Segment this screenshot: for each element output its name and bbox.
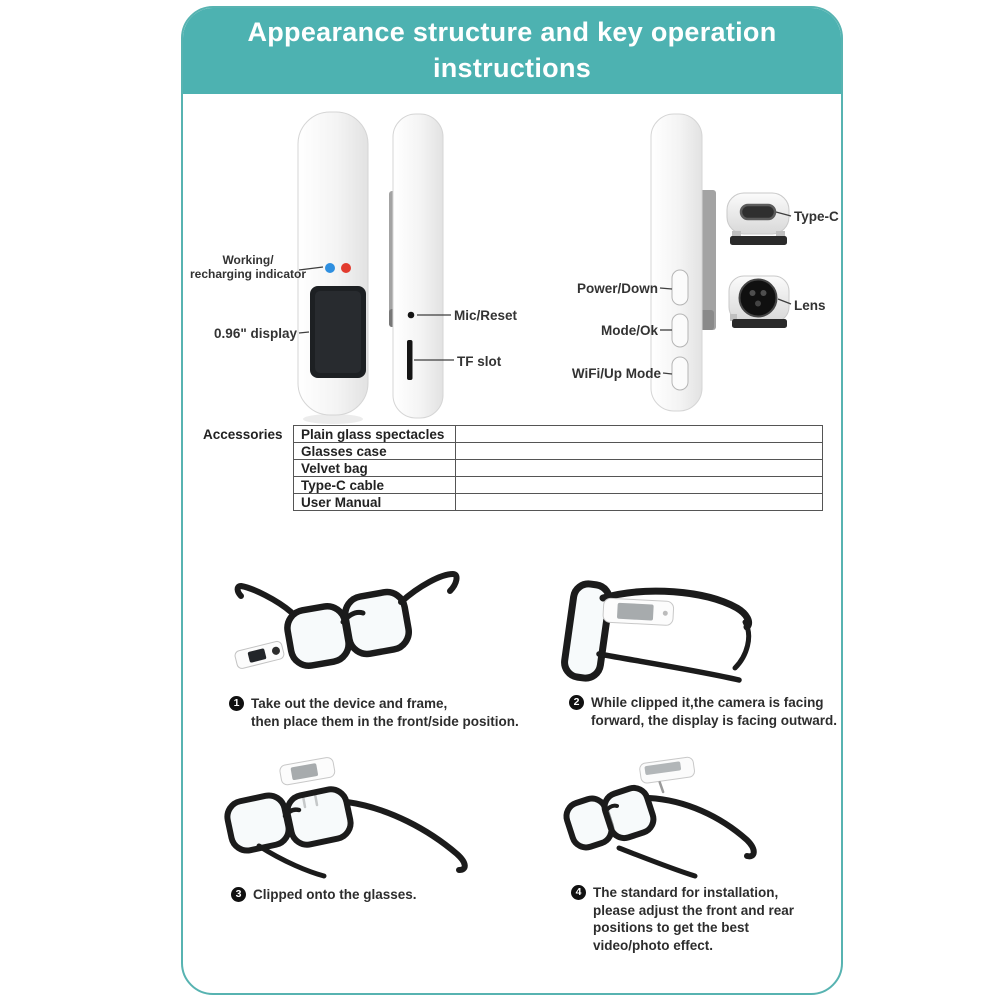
- step4-illustration: [563, 756, 754, 876]
- label-display: 0.96" display: [214, 326, 297, 341]
- step2-illustration: [563, 582, 749, 680]
- page-title-line2: instructions: [432, 53, 592, 83]
- step-2-number: 2: [569, 695, 584, 710]
- mode-ok-button: [672, 314, 688, 347]
- device-above-glasses: [279, 757, 336, 786]
- step1-illustration: [234, 574, 457, 669]
- empty-cell: [456, 460, 823, 477]
- callout-lines: [299, 212, 791, 374]
- working-indicator-dot: [325, 263, 335, 273]
- tf-card-slot: [407, 340, 413, 380]
- accessories-table: [293, 425, 823, 511]
- table-row: [294, 443, 823, 460]
- label-mode-ok: Mode/Ok: [600, 323, 658, 338]
- label-tf-slot: TF slot: [457, 354, 502, 369]
- label-wifi-up-mode: WiFi/Up Mode: [571, 366, 661, 381]
- recharging-indicator-dot: [341, 263, 351, 273]
- step-4-number: 4: [571, 885, 586, 900]
- accessory-item: User Manual: [294, 494, 456, 511]
- step-3-number: 3: [231, 887, 246, 902]
- label-lens: Lens: [794, 298, 826, 313]
- step-4-line1: The standard for installation,: [593, 885, 779, 900]
- type-c-detail: [727, 193, 789, 245]
- empty-cell: [456, 426, 823, 443]
- device-side-view: [389, 114, 443, 418]
- wifi-up-button: [672, 357, 688, 390]
- label-mic-reset: Mic/Reset: [454, 308, 518, 323]
- instruction-card: [181, 6, 843, 995]
- step-1-line2: then place them in the front/side position.: [251, 713, 519, 729]
- device-unclipped: [234, 640, 285, 669]
- step-1-caption: [229, 695, 519, 730]
- empty-cell: [456, 494, 823, 511]
- accessory-item: Plain glass spectacles: [294, 426, 456, 443]
- empty-cell: [456, 443, 823, 460]
- accessories-label: Accessories: [203, 427, 283, 442]
- label-working-line2: recharging indicator: [189, 266, 307, 281]
- step-2-line1: While clipped it,the camera is facing: [591, 695, 824, 710]
- empty-cell: [456, 477, 823, 494]
- label-working-line1: Working/: [222, 253, 274, 267]
- power-down-button: [672, 270, 688, 305]
- step-4-line2: please adjust the front and rear: [593, 902, 795, 918]
- table-row: [294, 460, 823, 477]
- accessory-item: Type-C cable: [294, 477, 456, 494]
- step-1-number: 1: [229, 696, 244, 711]
- table-row: [294, 477, 823, 494]
- step-2-caption: [569, 694, 837, 729]
- step3-illustration: [224, 757, 464, 876]
- device-clipped-on-temple: [603, 598, 674, 626]
- label-type-c: Type-C: [794, 209, 839, 224]
- table-row: [294, 494, 823, 511]
- step-4-caption: [571, 884, 794, 954]
- accessory-item: Glasses case: [294, 443, 456, 460]
- device-front-view: [298, 112, 368, 424]
- step-2-line2: forward, the display is facing outward.: [591, 712, 838, 728]
- table-row: [294, 426, 823, 443]
- label-working-indicator: [189, 254, 307, 282]
- type-c-port: [741, 205, 775, 219]
- mic-reset-hole: [408, 312, 415, 319]
- lens-detail: [729, 276, 789, 328]
- step-3-line1: Clipped onto the glasses.: [253, 887, 417, 902]
- device-installed: [639, 756, 697, 794]
- step-4-line3: positions to get the best: [593, 920, 750, 935]
- page-title-line1: Appearance structure and key operation: [247, 17, 777, 48]
- step-4-line4: video/photo effect.: [593, 937, 714, 953]
- label-power-down: Power/Down: [576, 281, 658, 296]
- step-3-caption: [231, 886, 417, 904]
- accessory-item: Velvet bag: [294, 460, 456, 477]
- step-1-line1: Take out the device and frame,: [251, 696, 448, 711]
